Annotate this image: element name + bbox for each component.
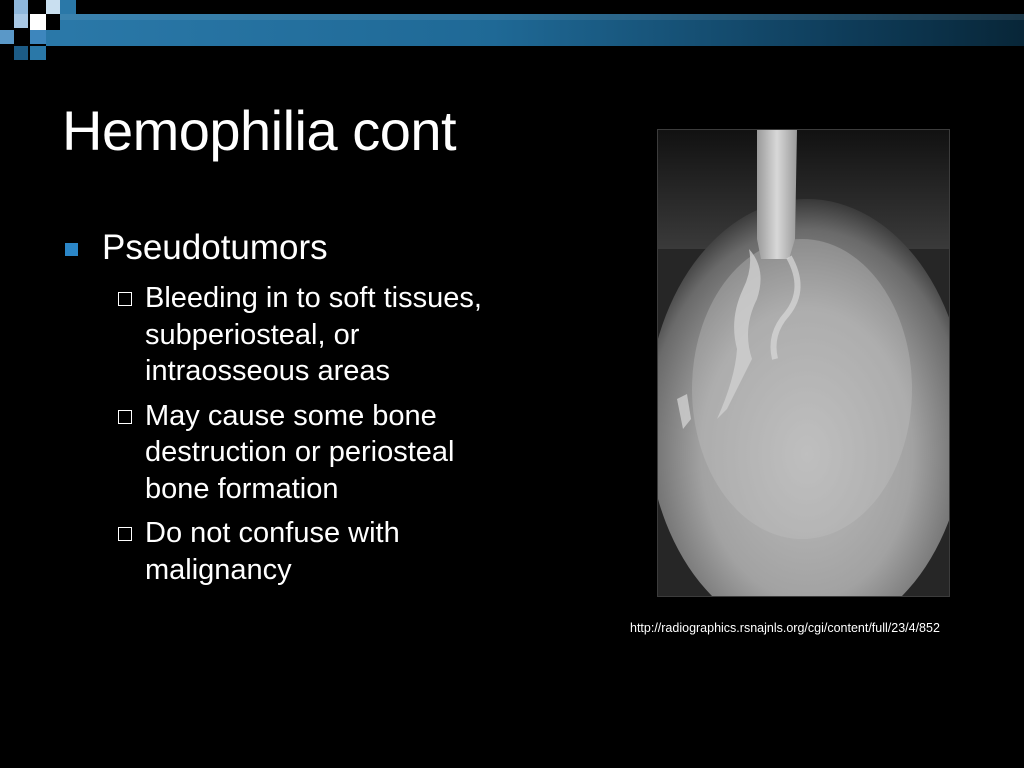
sub-bullet-text: May cause some bone destruction or periosteal bone formation <box>145 399 455 505</box>
xray-image <box>657 129 950 597</box>
header-decor-square <box>46 30 60 46</box>
sub-bullet-item <box>62 280 505 390</box>
slide-title: Hemophilia cont <box>62 99 457 162</box>
sub-bullet-text: Bleeding in to soft tissues, subperiosteal, or intraosseous areas <box>145 282 482 387</box>
filled-square-bullet-icon <box>65 243 78 256</box>
sub-bullet-item <box>62 398 505 508</box>
header-accent-highlight <box>60 14 1024 20</box>
header-decor-square <box>30 30 46 44</box>
bullet-list <box>62 226 502 596</box>
header-decor-square <box>60 0 76 14</box>
bullet-text: Pseudotumors <box>102 228 328 267</box>
header-decor-square <box>14 46 28 60</box>
sub-bullet-text: Do not confuse with malignancy <box>145 517 400 586</box>
hollow-square-bullet-icon <box>118 292 132 306</box>
header-decor-square <box>30 14 46 30</box>
header-decor-square <box>46 0 60 14</box>
hollow-square-bullet-icon <box>118 527 132 541</box>
hollow-square-bullet-icon <box>118 410 132 424</box>
header-decor-square <box>14 14 28 28</box>
bullet-item <box>62 226 502 270</box>
sub-bullet-list <box>62 280 502 588</box>
sub-bullet-item <box>62 515 505 588</box>
header-decor-square <box>0 30 14 44</box>
header-decor-square <box>14 0 28 14</box>
image-source-caption: http://radiographics.rsnajnls.org/cgi/content/full/23/4/852 <box>630 621 940 635</box>
header-decor-square <box>30 46 46 60</box>
